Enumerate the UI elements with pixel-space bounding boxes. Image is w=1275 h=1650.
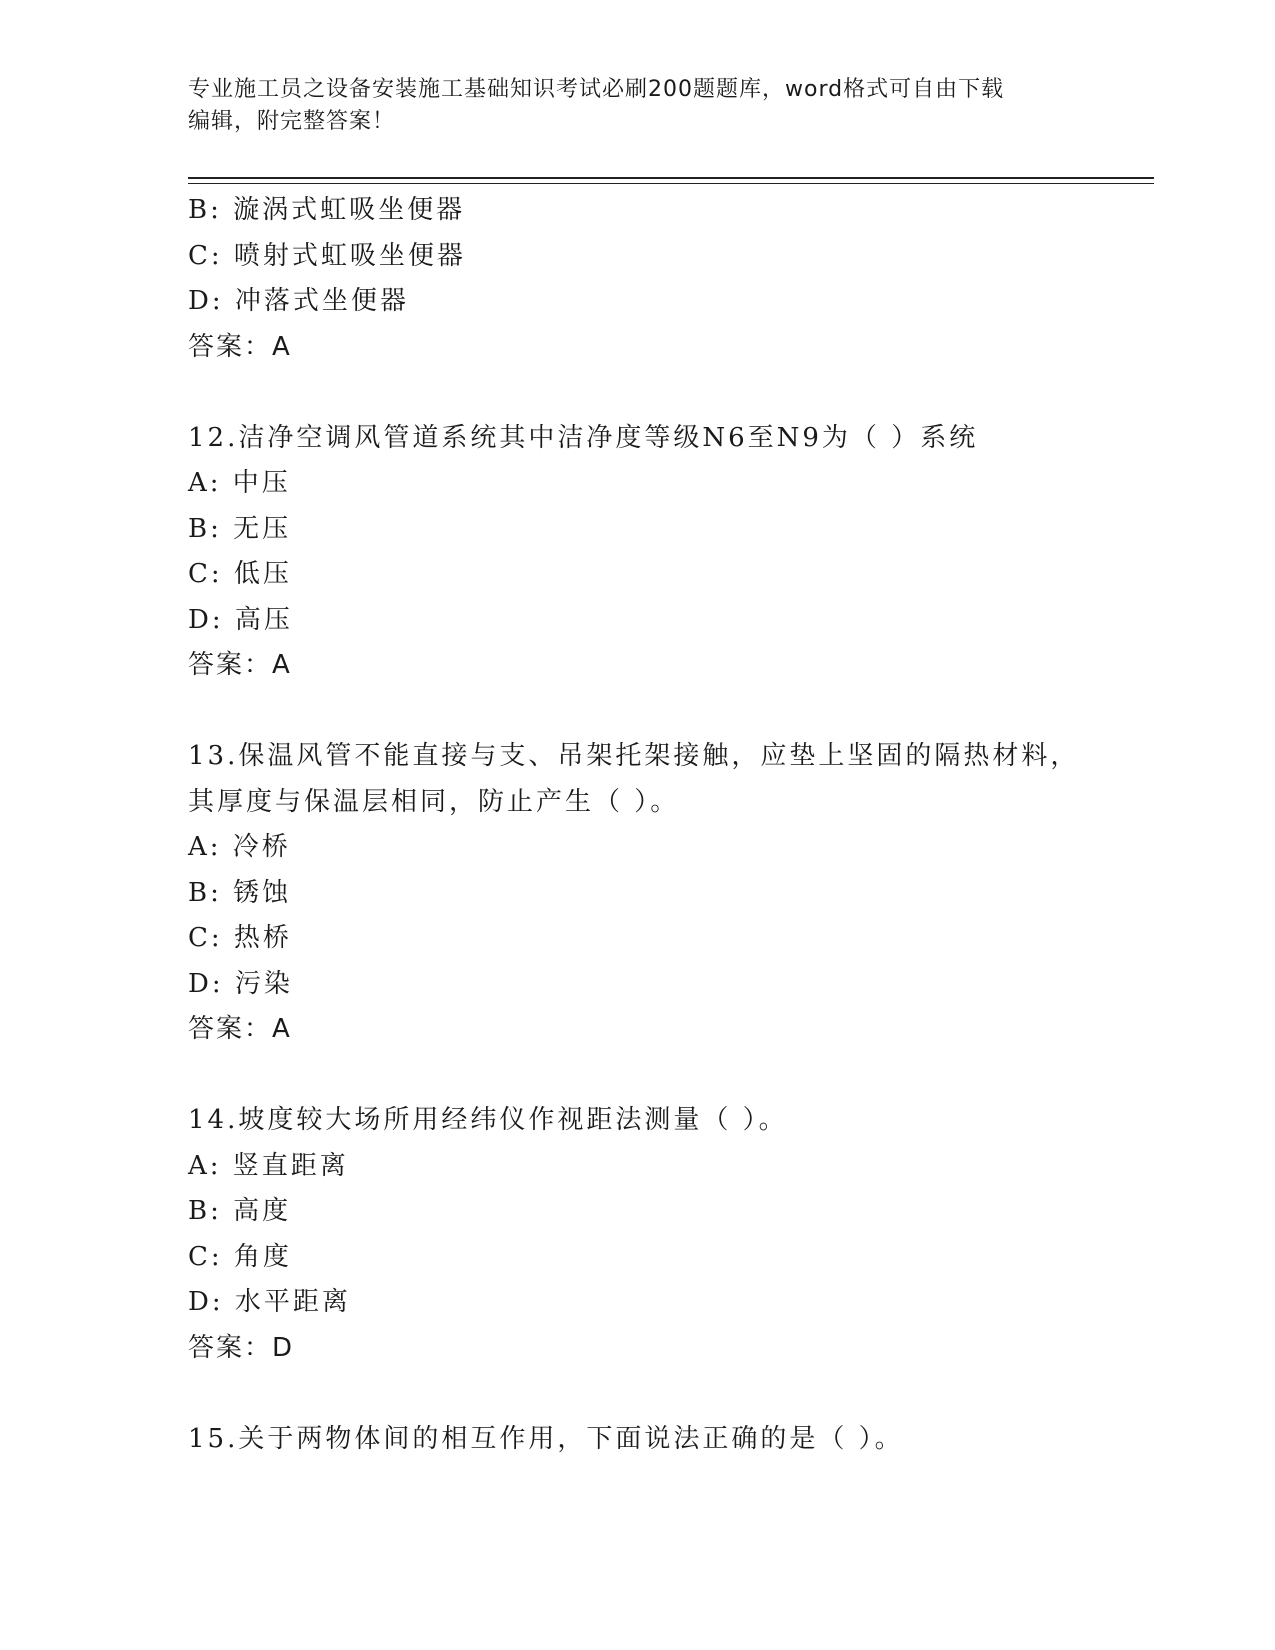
option-c: C: 角度 (188, 1241, 292, 1272)
spacer (188, 370, 1154, 416)
question-stem: 12.洁净空调风管道系统其中洁净度等级N6至N9为（ ）系统 (188, 422, 979, 453)
question-13 (188, 734, 1154, 1053)
option-b: B: 高度 (188, 1196, 292, 1226)
document-header (188, 74, 1088, 138)
document-page (188, 0, 1148, 1650)
question-stem: 14.坡度较大场所用经纬仪作视距法测量（ ）。 (188, 1105, 788, 1135)
question-15 (188, 1417, 1154, 1463)
question-list (188, 188, 1154, 1462)
option-b: B: 无压 (188, 513, 292, 544)
answer-line: 答案：D (188, 1332, 295, 1363)
spacer (188, 1053, 1154, 1099)
option-d: D: 污染 (188, 968, 293, 999)
option-b: B: 锈蚀 (188, 877, 292, 908)
option-a: A: 中压 (188, 468, 291, 498)
header-divider-thin (188, 183, 1154, 184)
option-c: C: 喷射式虹吸坐便器 (188, 240, 466, 271)
question-stem-line-1: 13.保温风管不能直接与支、吊架托架接触，应垫上坚固的隔热材料， (188, 741, 1080, 771)
option-c: C: 热桥 (188, 923, 292, 953)
option-d: D: 高压 (188, 604, 293, 635)
option-a: A: 冷桥 (188, 832, 291, 862)
header-title-line-2: 编辑，附完整答案！ (188, 109, 396, 134)
spacer (188, 1371, 1154, 1417)
question-11-continued (188, 188, 1154, 370)
header-divider-thick (188, 177, 1154, 179)
question-12 (188, 416, 1154, 689)
option-b: B: 漩涡式虹吸坐便器 (188, 195, 466, 225)
spacer (188, 689, 1154, 735)
answer-line: 答案：A (188, 1014, 292, 1044)
question-stem: 15.关于两物体间的相互作用，下面说法正确的是（ ）。 (188, 1423, 904, 1454)
question-14 (188, 1098, 1154, 1371)
answer-line: 答案：A (188, 650, 292, 680)
option-d: D: 水平距离 (188, 1287, 351, 1317)
answer-line: 答案：A (188, 331, 292, 362)
question-stem-line-2: 其厚度与保温层相同，防止产生（ ）。 (188, 786, 680, 817)
option-c: C: 低压 (188, 559, 292, 589)
header-title-line-1: 专业施工员之设备安装施工基础知识考试必刷200题题库，word格式可自由下载 (188, 77, 1005, 102)
option-a: A: 竖直距离 (188, 1150, 349, 1181)
option-d: D: 冲落式坐便器 (188, 286, 409, 316)
